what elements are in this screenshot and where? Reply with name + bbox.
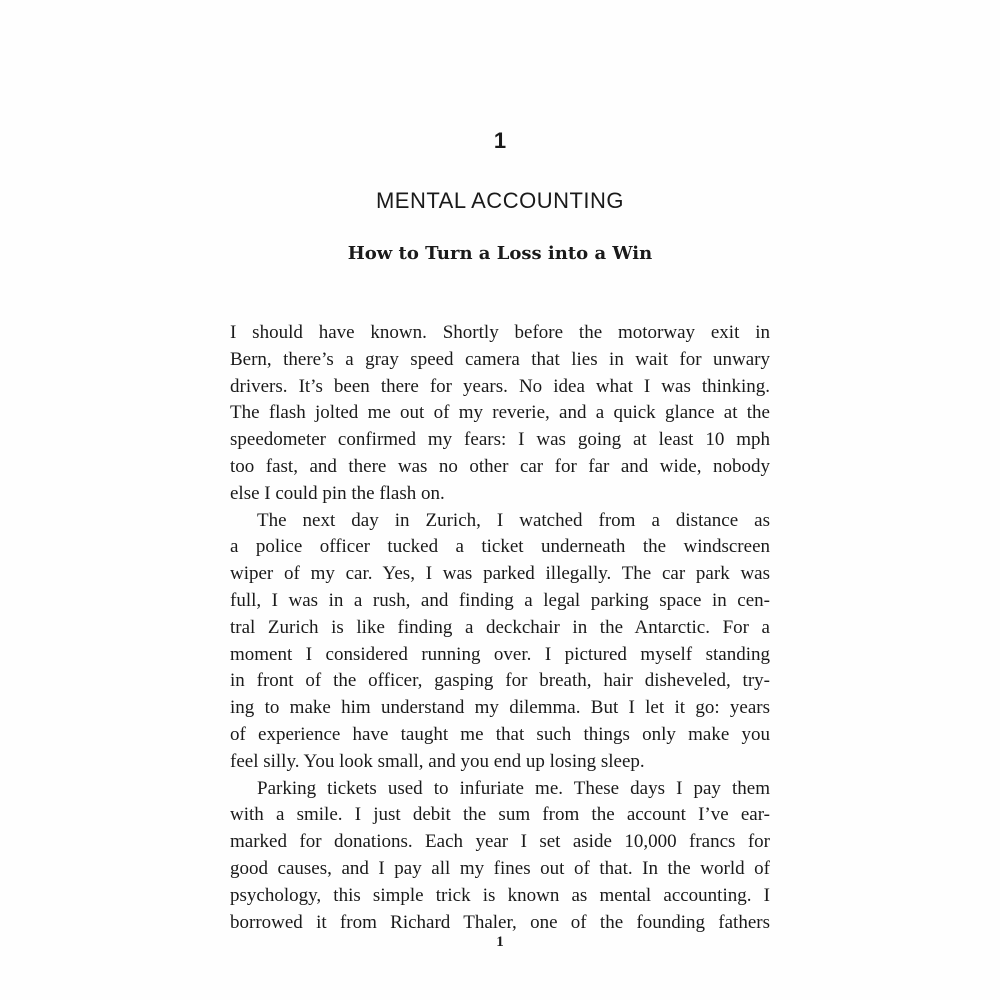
text-line: too fast, and there was no other car for far and wide, nobody [230,455,770,477]
paragraph-3 [230,776,770,937]
body-text [230,320,770,936]
paragraph-2 [230,508,770,776]
chapter-title: MENTAL ACCOUNTING [375,188,625,213]
text-line: I should have known. Shortly before the motorway exit in [230,322,770,343]
text-line: speedometer confirmed my fears: I was going at least 10 mph [230,429,770,451]
text-line: borrowed it from Richard Thaler, one of the founding fathers [230,911,770,933]
text-line: good causes, and I pay all my fines out of that. In the world of [230,857,770,879]
chapter-number: 1 [493,128,507,153]
text-line: ing to make him understand my dilemma. But I let it go: years [230,697,770,719]
page-number: 1 [496,934,504,950]
text-line: The flash jolted me out of my reverie, and a quick glance at the [230,402,770,424]
text-line: Bern, there’s a gray speed camera that lies in wait for unwary [230,348,770,370]
text-line: Parking tickets used to infuriate me. These days I pay them [257,777,770,799]
text-line: a police officer tucked a ticket underneath the windscreen [230,536,770,558]
paragraph-1 [230,320,770,508]
text-line: feel silly. You look small, and you end up losing sleep. [230,750,645,772]
text-line: of experience have taught me that such things only make you [230,723,770,745]
text-line: full, I was in a rush, and finding a legal parking space in cen- [230,589,770,611]
text-line: psychology, this simple trick is known as mental accounting. I [230,884,770,906]
text-line: wiper of my car. Yes, I was parked illegally. The car park was [230,563,770,585]
text-line: tral Zurich is like finding a deckchair in the Antarctic. For a [230,616,770,638]
text-line: marked for donations. Each year I set aside 10,000 francs for [230,831,770,853]
chapter-subtitle: How to Turn a Loss into a Win [347,243,653,264]
text-line: with a smile. I just debit the sum from the account I’ve ear- [230,804,770,826]
text-line: in front of the officer, gasping for breath, hair disheveled, try- [230,670,770,692]
text-line: drivers. It’s been there for years. No idea what I was thinking. [230,375,770,397]
text-line: moment I considered running over. I pictured myself standing [230,643,770,665]
text-line: else I could pin the flash on. [230,482,445,504]
text-line: The next day in Zurich, I watched from a distance as [257,509,770,531]
